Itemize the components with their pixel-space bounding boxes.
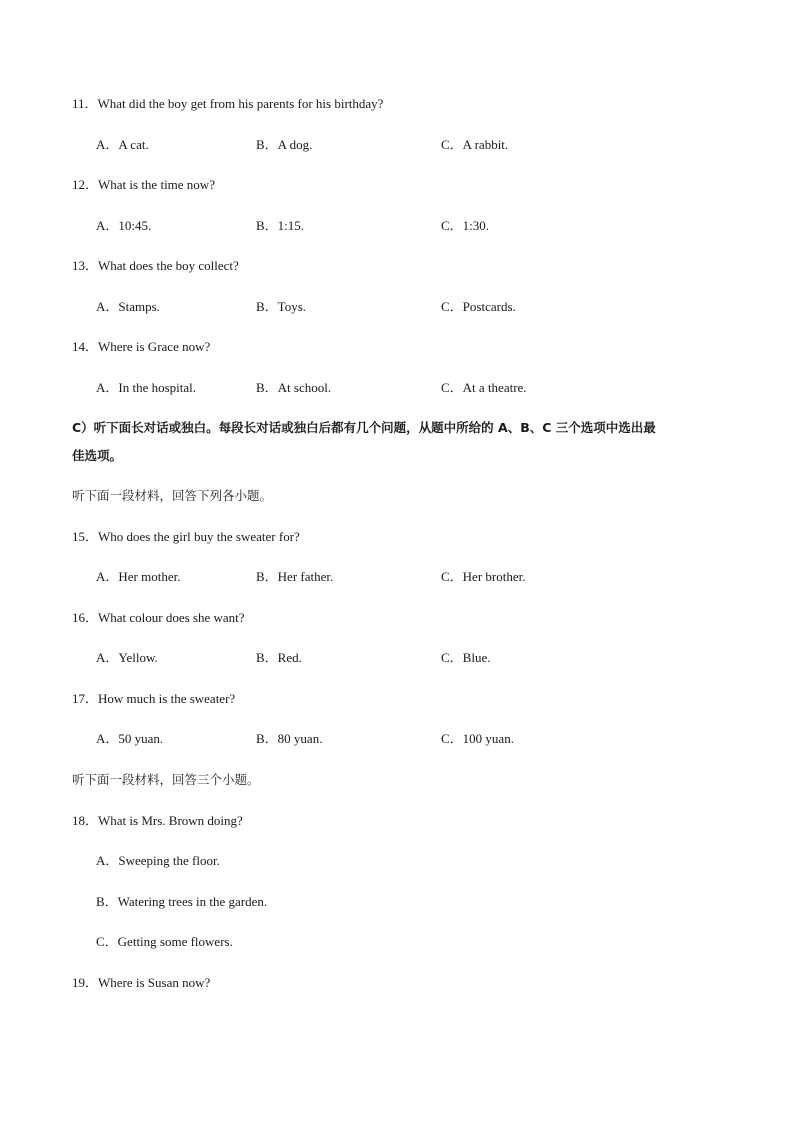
q12-option-b: B．1:15. bbox=[256, 218, 305, 233]
question-11: 11．What did the boy get from his parents for his birthday? bbox=[72, 96, 384, 111]
q11-option-c: C．A rabbit. bbox=[441, 137, 509, 152]
q13-option-a: A．Stamps. bbox=[96, 299, 160, 314]
question-18: 18．What is Mrs. Brown doing? bbox=[72, 813, 243, 828]
q16-option-c: C．Blue. bbox=[441, 650, 491, 665]
question-14: 14．Where is Grace now? bbox=[72, 339, 211, 354]
q14-option-c: C．At a theatre. bbox=[441, 380, 527, 395]
question-12: 12．What is the time now? bbox=[72, 177, 215, 192]
q13-option-b: B．Toys. bbox=[256, 299, 307, 314]
q15-option-a: A．Her mother. bbox=[96, 569, 181, 584]
question-16: 16．What colour does she want? bbox=[72, 610, 245, 625]
instruction-1: 听下面一段材料，回答下列各小题。 bbox=[72, 488, 273, 503]
q11-option-b: B．A dog. bbox=[256, 137, 313, 152]
instruction-2: 听下面一段材料，回答三个小题。 bbox=[72, 772, 260, 787]
q12-option-c: C．1:30. bbox=[441, 218, 490, 233]
q17-option-c: C．100 yuan. bbox=[441, 731, 514, 746]
q14-option-b: B．At school. bbox=[256, 380, 332, 395]
q15-option-b: B．Her father. bbox=[256, 569, 334, 584]
question-19: 19．Where is Susan now? bbox=[72, 975, 211, 990]
q17-option-a: A．50 yuan. bbox=[96, 731, 164, 746]
q11-option-a: A．A cat. bbox=[96, 137, 149, 152]
section-c-heading-line1: C）听下面长对话或独白。每段长对话或独白后都有几个问题，从题中所给的 A、B、C 三个选项中选出最 bbox=[72, 420, 656, 435]
question-17: 17．How much is the sweater? bbox=[72, 691, 236, 706]
q16-option-a: A．Yellow. bbox=[96, 650, 158, 665]
q13-option-c: C．Postcards. bbox=[441, 299, 516, 314]
q17-option-b: B．80 yuan. bbox=[256, 731, 323, 746]
q15-option-c: C．Her brother. bbox=[441, 569, 526, 584]
q16-option-b: B．Red. bbox=[256, 650, 302, 665]
q12-option-a: A．10:45. bbox=[96, 218, 152, 233]
section-c-heading-line2: 佳选项。 bbox=[72, 448, 123, 463]
question-13: 13．What does the boy collect? bbox=[72, 258, 239, 273]
q18-option-b: B．Watering trees in the garden. bbox=[96, 894, 268, 909]
question-15: 15．Who does the girl buy the sweater for? bbox=[72, 529, 300, 544]
q18-option-c: C．Getting some flowers. bbox=[96, 934, 233, 949]
q18-option-a: A．Sweeping the floor. bbox=[96, 853, 220, 868]
q14-option-a: A．In the hospital. bbox=[96, 380, 197, 395]
